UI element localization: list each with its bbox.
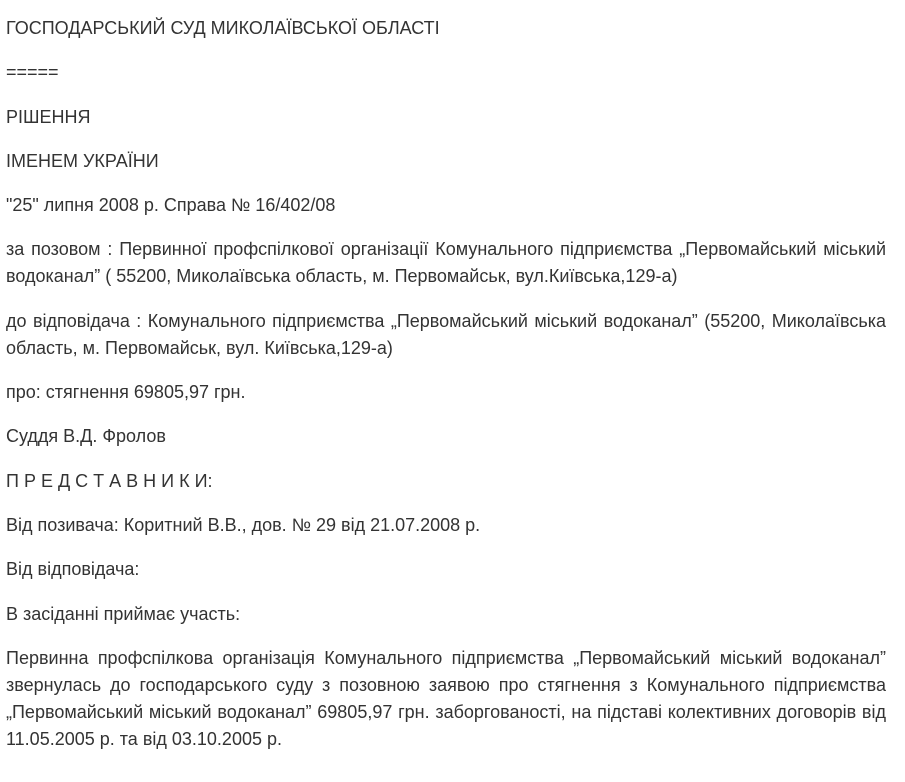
court-name: ГОСПОДАРСЬКИЙ СУД МИКОЛАЇВСЬКОЇ ОБЛАСТІ (6, 18, 440, 38)
plaintiff-representative: Від позивача: Коритний В.В., дов. № 29 від 21.07.2008 р. (6, 514, 481, 535)
judge-name: Суддя В.Д. Фролов (6, 426, 166, 447)
representatives-heading: П Р Е Д С Т А В Н И К И: (6, 470, 213, 491)
decision-heading: РІШЕННЯ (6, 106, 91, 127)
date-and-case-number: "25" липня 2008 р. Справа № 16/402/08 (6, 195, 336, 216)
separator: ===== (6, 62, 59, 83)
body-paragraph: Первинна профспілкова організація Комунального підприємства „Первомайський міський водоканал” звернулась до господарського суду з позовною заявою про стягнення з Комунального підприємства „Первомайський міський водоканал” 69805,97 грн. заборгованості, на підставі колективних договорів від 11.05.2005 р. та від 03.10.2005 р. (6, 647, 886, 749)
defendant-paragraph: до відповідача : Комунального підприємства „Первомайський міський водоканал” (55200, Миколаївська область, м. Первомайськ, вул. Київська,129-а) (6, 310, 886, 358)
claim-subject: про: стягнення 69805,97 грн. (6, 382, 246, 403)
court-decision-document (6, 15, 886, 770)
session-participants: В засіданні приймає участь: (6, 603, 241, 624)
defendant-representative: Від відповідача: (6, 559, 140, 580)
in-name-of-ukraine: ІМЕНЕМ УКРАЇНИ (6, 150, 159, 171)
plaintiff-paragraph: за позовом : Первинної профспілкової організації Комунального підприємства „Первомайський міський водоканал” ( 55200, Миколаївська область, м. Первомайськ, вул.Київська,129-а) (6, 239, 886, 287)
